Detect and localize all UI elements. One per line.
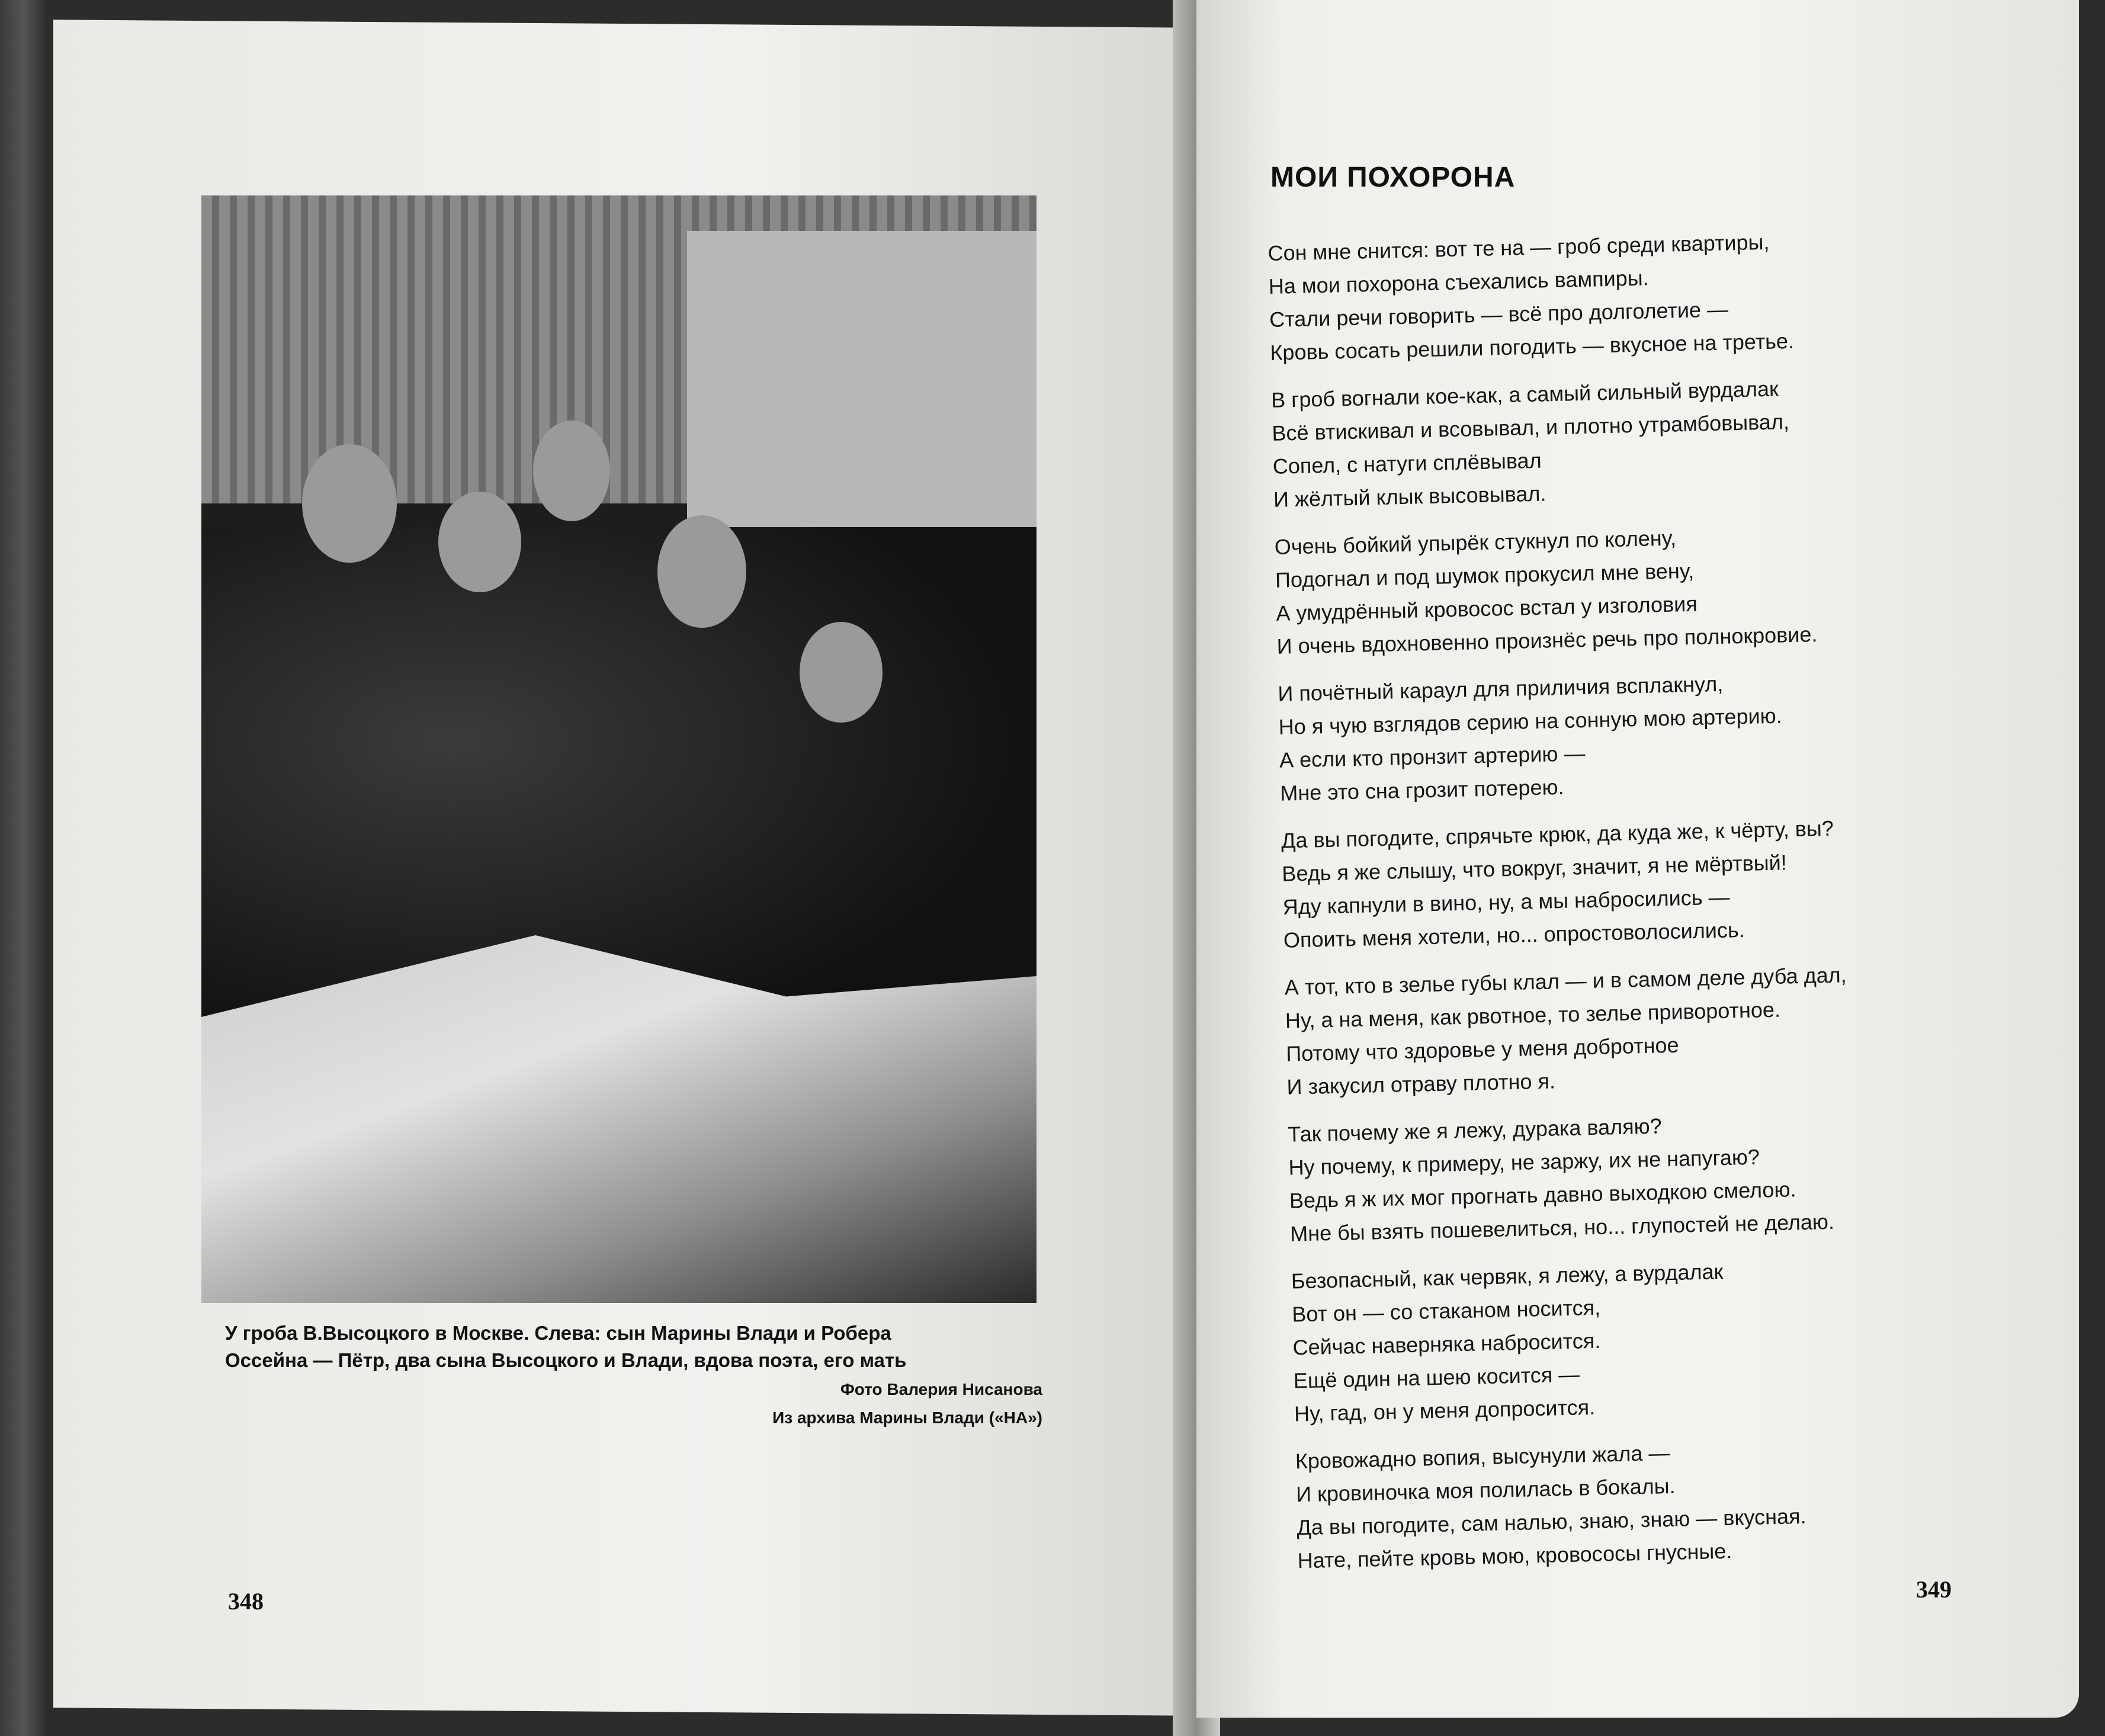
poem-line: Безопасный, как червяк, я лежу, а вурдалак — [1291, 1259, 1724, 1294]
poem-title: МОИ ПОХОРОНА — [1270, 162, 1516, 193]
poem-stanza — [1284, 955, 2021, 1104]
poem-stanza — [1291, 1248, 2029, 1430]
poem-line: Да вы погодите, сам налью, знаю, знаю — вкусная. — [1296, 1503, 1806, 1540]
poem-stanza — [1274, 514, 2011, 663]
page-number-right: 349 — [1916, 1576, 1952, 1603]
poem-line: Ведь я ж их мог прогнать давно выходкою смелою. — [1289, 1177, 1796, 1213]
poem-line: Сон мне снится: вот те на — гроб среди квартиры, — [1268, 229, 1770, 265]
poem-line: Ведь я же слышу, что вокруг, значит, я не мёртвый! — [1281, 850, 1788, 886]
funeral-photo — [201, 195, 1037, 1303]
poem-line: Ещё один на шею косится — — [1293, 1362, 1580, 1393]
poem-line: Ну почему, к примеру, не заржу, их не напугаю? — [1288, 1144, 1760, 1180]
poem-line: Стали речи говорить — всё про долголетие — — [1269, 297, 1729, 332]
caption-line: Оссейна — Пётр, два сына Высоцкого и Влади, вдова поэта, его мать — [225, 1349, 907, 1371]
poem-line: В гроб вогнали кое-как, а самый сильный вурдалак — [1270, 376, 1779, 412]
poem-line: На мои похорона съехались вампиры. — [1268, 265, 1649, 299]
poem-line: Так почему же я лежу, дурака валяю? — [1287, 1114, 1663, 1147]
poem-stanza — [1268, 220, 2005, 370]
photo-credit: Фото Валерия Нисанова — [840, 1380, 1042, 1398]
poem-stanza — [1295, 1428, 2032, 1577]
poem-line: Кровожадно вопия, высунули жала — — [1295, 1440, 1670, 1474]
poem-line: И очень вдохновенно произнёс речь про полнокровие. — [1276, 622, 1818, 659]
poem-line: Нате, пейте кровь мою, кровососы гнусные. — [1297, 1538, 1732, 1573]
poem-line: А если кто пронзит артерию — — [1279, 741, 1586, 772]
caption-line: У гроба В.Высоцкого в Москве. Слева: сын Марины Влади и Робера — [225, 1322, 891, 1344]
poem-stanza — [1271, 367, 2008, 516]
poem-line: И жёлтый клык высовывал. — [1273, 481, 1546, 512]
poem-line: Опоить меня хотели, но... опростоволосились. — [1283, 917, 1745, 952]
poem-line: Ну, гад, он у меня допросится. — [1294, 1394, 1596, 1426]
poem-line: Мне бы взять пошевелиться, но... глупостей не делаю. — [1289, 1209, 1835, 1246]
photo-face — [533, 421, 610, 521]
photo-caption — [225, 1320, 1042, 1374]
poem-line: Да вы погодите, спрячьте крюк, да куда же, к чёрту, вы? — [1281, 816, 1834, 853]
poem-line: И почётный караул для приличия всплакнул, — [1278, 671, 1724, 706]
photo-face — [302, 444, 397, 563]
poem-line: Но я чую взглядов серию на сонную мою артерию. — [1278, 703, 1783, 739]
poem-line: Вот он — со стаканом носится, — [1291, 1295, 1601, 1327]
poem-line: Сопел, с натуги сплёвывал — [1272, 448, 1542, 479]
poem-line: Кровь сосать решили погодить — вкусное на третье. — [1269, 328, 1795, 365]
poem-line: Ну, а на меня, как рвотное, то зелье приворотное. — [1285, 997, 1781, 1033]
poem-line: А умудрённый кровосос встал у изголовия — [1275, 591, 1698, 625]
poem-line: И закусил отраву плотно я. — [1286, 1068, 1556, 1099]
poem-stanza — [1278, 661, 2015, 810]
photo-face — [800, 622, 883, 723]
photo-face — [438, 492, 521, 592]
poem-line: А тот, кто в зелье губы клал — и в самом деле дуба дал, — [1284, 962, 1847, 1000]
poem-line: Мне это сна грозит потерею. — [1279, 774, 1564, 806]
page-number-left: 348 — [228, 1588, 264, 1615]
poem-line: И кровиночка моя полилась в бокалы. — [1295, 1473, 1676, 1507]
poem-line: Сейчас наверняка набросится. — [1292, 1328, 1601, 1360]
poem-line: Потому что здоровье у меня добротное — [1285, 1032, 1679, 1066]
poem-line: Подогнал и под шумок прокусил мне вену, — [1275, 558, 1695, 592]
poem-stanza — [1281, 808, 2019, 957]
photo-face — [657, 515, 746, 628]
archive-credit: Из архива Марины Влади («НА») — [772, 1408, 1042, 1427]
poem-line: Очень бойкий упырёк стукнул по колену, — [1274, 525, 1677, 559]
poem-body — [1268, 220, 2033, 1592]
poem-stanza — [1288, 1101, 2025, 1250]
poem-line: Всё втискивал и всовывал, и плотно утрамбовывал, — [1272, 409, 1790, 445]
poem-line: Яду капнули в вино, ну, а мы набросились — — [1282, 884, 1730, 919]
